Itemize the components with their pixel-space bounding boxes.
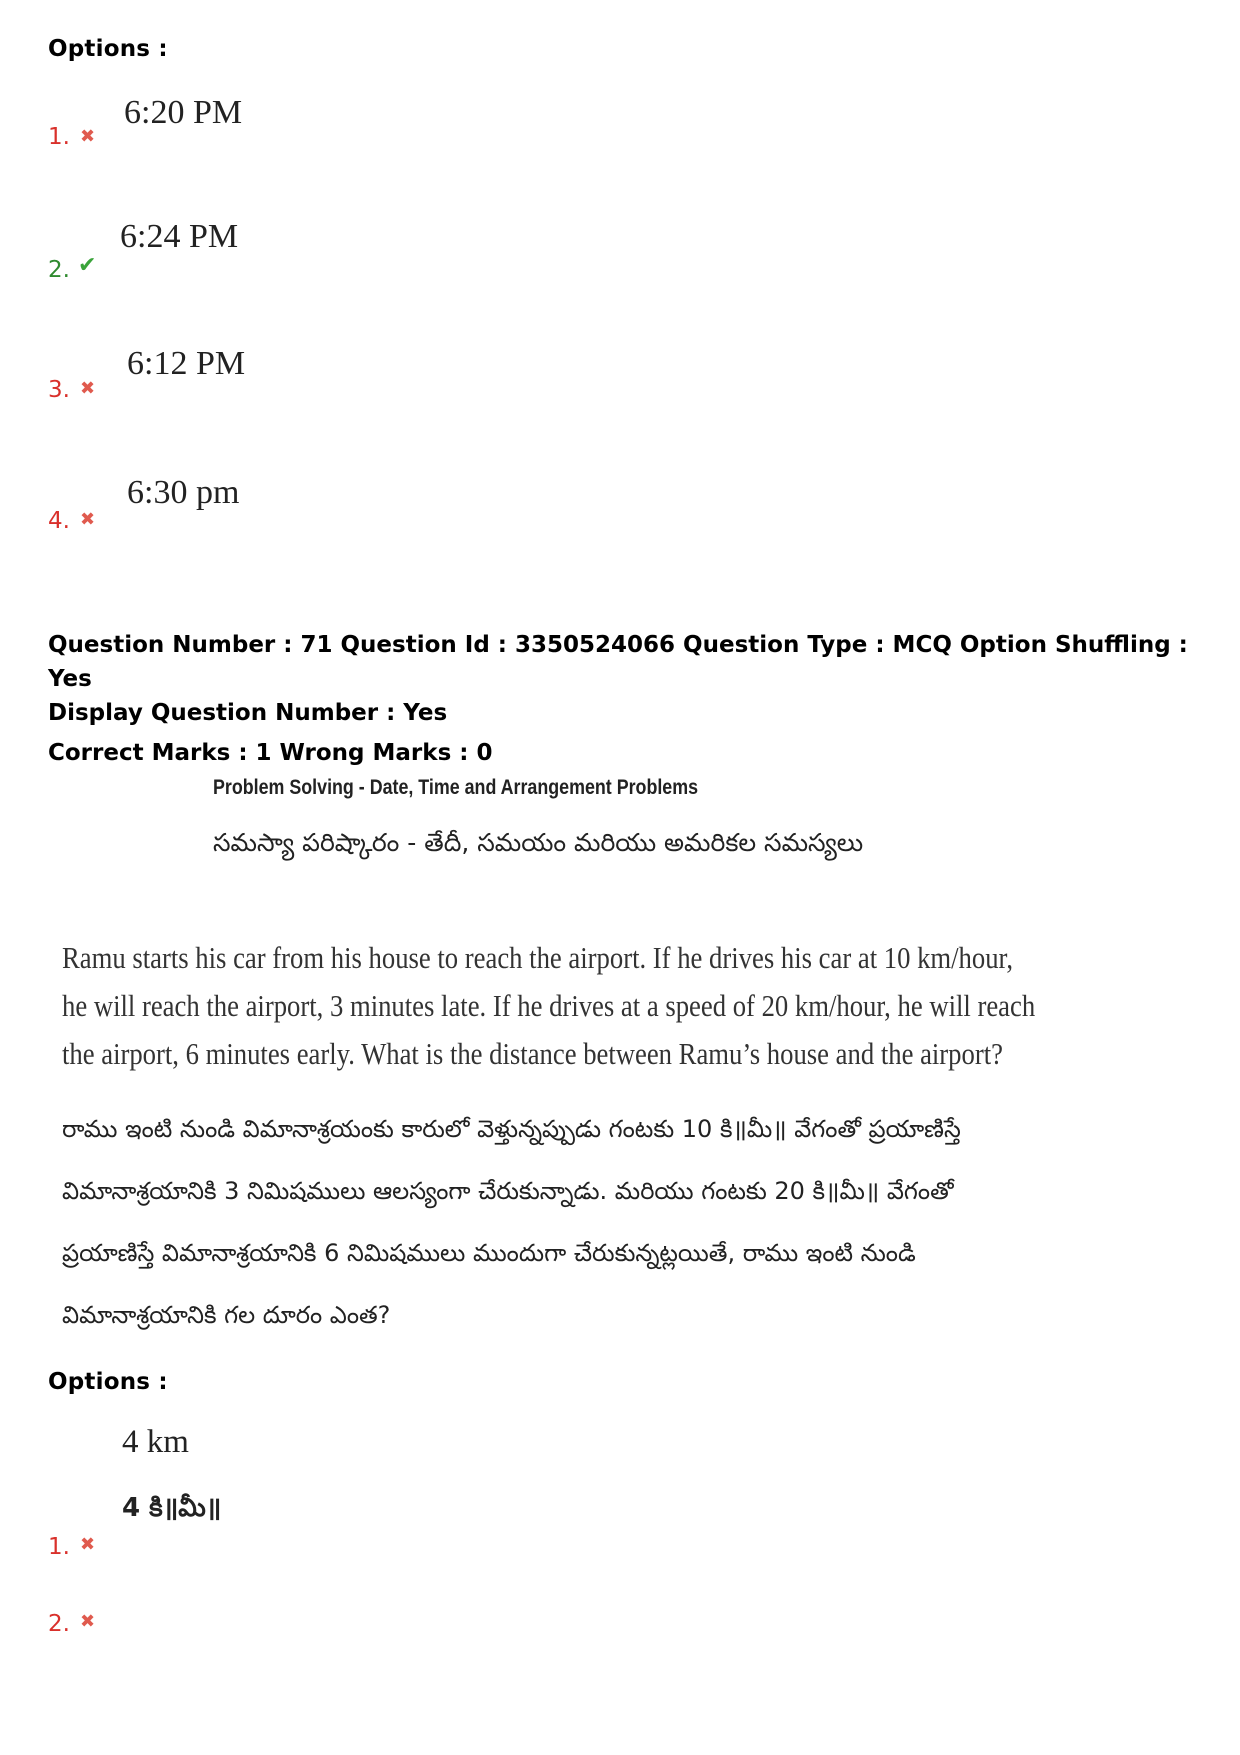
question-line: the airport, 6 minutes early. What is the distance between Ramu’s house and the airport? <box>62 1036 1003 1071</box>
cross-mark-icon: ✖ <box>80 378 96 399</box>
question-meta-line: Question Number : 71 Question Id : 3350524066 Question Type : MCQ Option Shuffling : Yes <box>48 632 1188 692</box>
option-number: 2. <box>48 1611 70 1637</box>
marks-line: Correct Marks : 1 Wrong Marks : 0 <box>48 740 493 766</box>
cross-mark-icon: ✖ <box>80 126 96 147</box>
option-text-telugu: 4 కి॥మీ॥ <box>122 1493 222 1523</box>
option-number: 3. <box>48 377 70 403</box>
question-meta <box>48 628 1208 770</box>
option-text: 6:24 PM <box>120 218 239 255</box>
question-line: రాము ఇంటి నుండి విమానాశ్రయంకు కారులో వెళ్తున్నప్పుడు గంటకు 10 కి॥మీ॥ వేగంతో ప్రయాణిస్తే <box>62 1115 961 1143</box>
cross-mark-icon: ✖ <box>80 1611 96 1632</box>
option-number: 2. <box>48 257 70 283</box>
question-telugu <box>62 1098 961 1346</box>
option-text: 6:20 PM <box>124 94 243 131</box>
cross-mark-icon: ✖ <box>80 509 96 530</box>
option-text: 4 km <box>122 1424 189 1460</box>
options-heading: Options : <box>48 1369 168 1395</box>
question-line: విమానాశ్రయానికి 3 నిమిషములు ఆలస్యంగా చేరుకున్నాడు. మరియు గంటకు 20 కి॥మీ॥ వేగంతో <box>62 1177 954 1205</box>
cross-mark-icon: ✖ <box>80 1534 96 1555</box>
option-number: 4. <box>48 508 70 534</box>
question-meta-line: Display Question Number : Yes <box>48 700 448 726</box>
question-line: విమానాశ్రయానికి గల దూరం ఎంత? <box>62 1301 391 1329</box>
check-mark-icon: ✔ <box>78 253 97 278</box>
topic-telugu: సమస్యా పరిష్కారం - తేదీ, సమయం మరియు అమరికల సమస్యలు <box>213 828 864 857</box>
option-number: 1. <box>48 1534 70 1560</box>
options-heading: Options : <box>48 36 168 62</box>
option-text: 6:12 PM <box>127 345 246 382</box>
question-line: Ramu starts his car from his house to reach the airport. If he drives his car at 10 km/hour, <box>62 940 1014 975</box>
question-line: ప్రయాణిస్తే విమానాశ్రయానికి 6 నిమిషములు ముందుగా చేరుకున్నట్లయితే, రాము ఇంటి నుండి <box>62 1239 916 1267</box>
question-line: he will reach the airport, 3 minutes late. If he drives at a speed of 20 km/hour, he will reach <box>62 988 1036 1023</box>
topic-english: Problem Solving - Date, Time and Arrangement Problems <box>213 776 699 799</box>
option-text: 6:30 pm <box>127 474 240 511</box>
option-number: 1. <box>48 124 70 150</box>
question-english <box>62 934 1036 1078</box>
